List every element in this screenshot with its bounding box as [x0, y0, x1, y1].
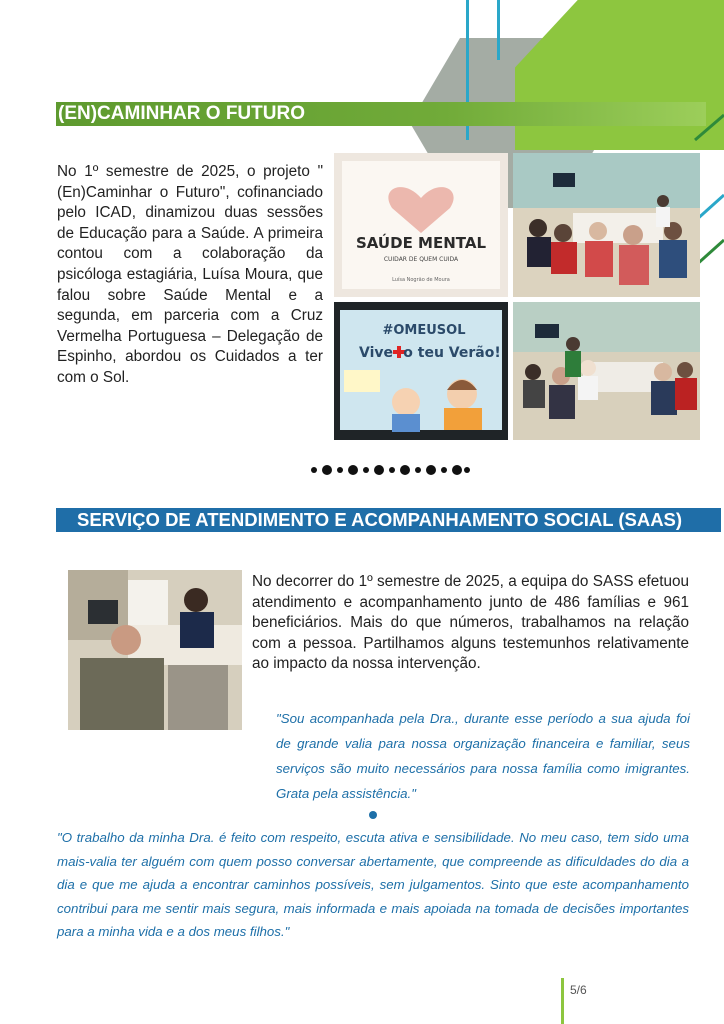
slide2-title-right: o teu Verão! [403, 345, 501, 361]
section-title-encaminhar: (EN)CAMINHAR O FUTURO [56, 102, 706, 126]
slide1-author: Luísa Nogrão de Moura [392, 277, 450, 283]
testimonial-quote-2: "O trabalho da minha Dra. é feito com respeito, escuta ativa e sensibilidade. No meu caso, tem sido uma mais-valia ter alguém com quem posso conversar abertamente, que compreende as dificuldades do dia a dia e que me ajuda a encontrar caminhos possíveis, sem julgamentos. Sinto que este acompanhamento contribui para me sentir mais segura, mais informada e mais apoiada na tomada de decisões importantes para a minha vida e a dos meus filhos." [57, 830, 689, 939]
slide1-subtitle: CUIDAR DE QUEM CUIDA [383, 256, 459, 263]
page-number: 5/6 [570, 983, 587, 997]
footer-divider [561, 978, 564, 1024]
testimonial-quote-1: "Sou acompanhada pela Dra., durante esse período a sua ajuda foi de grande valia para nossa organização financeira e familiar, seus serviços são muito necessários para nossa família como imigrantes. Grata pela assistência." [276, 711, 690, 801]
section-title-saas: SERVIÇO DE ATENDIMENTO E ACOMPANHAMENTO SOCIAL (SAAS) [56, 508, 721, 532]
photo-group-session-2 [513, 302, 700, 440]
section1-paragraph: No 1º semestre de 2025, o projeto "(En)Caminhar o Futuro", cofinanciado pelo ICAD, dinamizou duas sessões de Educação para a Saúde. A primeira contou com a colaboração da psicóloga estagiária, Luísa Moura, que falou sobre Saúde Mental e a segunda, em parceria com a Cruz Vermelha Portuguesa – Delegação de Espinho, abordou os Cuidados a ter com o Sol. [57, 163, 323, 386]
photo-social-worker-meeting [68, 570, 242, 730]
slide1-title: SAÚDE MENTAL [355, 234, 487, 252]
slide2-title-left: Vive [358, 345, 394, 361]
photo-saude-mental-slide [334, 153, 508, 297]
dots-separator [310, 460, 470, 478]
photo-group-session-1 [513, 153, 700, 297]
slide2-hashtag: #OMEUSOL [382, 323, 466, 338]
decorative-line [497, 0, 500, 60]
quote-separator-dot [369, 811, 377, 819]
photo-omeusol-slide [334, 302, 508, 440]
section2-paragraph: No decorrer do 1º semestre de 2025, a equipa do SASS efetuou atendimento e acompanhamento junto de 486 famílias e 961 beneficiários. Mais do que números, trabalhamos na relação com a pessoa. Partilhamos alguns testemunhos relativamente ao impacto da nossa intervenção. [252, 573, 689, 673]
